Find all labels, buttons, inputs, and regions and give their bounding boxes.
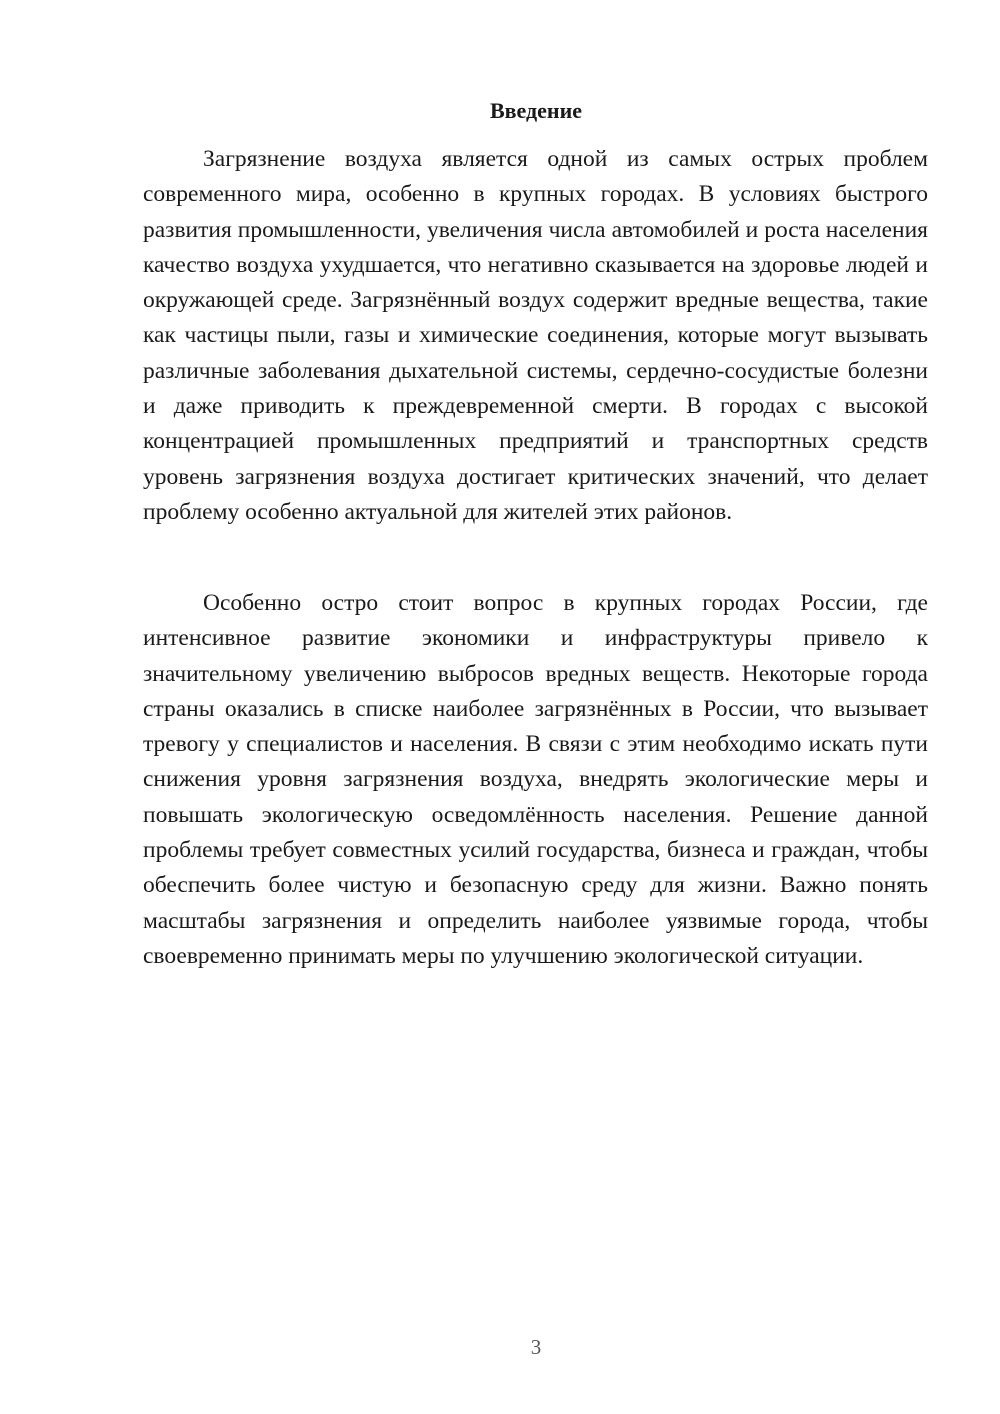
paragraph-introduction-2: Особенно остро стоит вопрос в крупных городах России, где интенсивное развитие экономики и инфраструктуры привело к значительному увеличению выбросов вредных веществ. Некоторые города страны оказались в списке наиболее загрязнённых в России, что вызывает тревогу у специалистов и населения. В связи с этим необходимо искать пути снижения уровня загрязнения воздуха, внедрять экологические меры и повышать экологическую осведомлённость населения. Решение данной проблемы требует совместных усилий государства, бизнеса и граждан, чтобы обеспечить более чистую и безопасную среду для жизни. Важно понять масштабы загрязнения и определить наиболее уязвимые города, чтобы своевременно принимать меры по улучшению экологической ситуации. [143, 590, 928, 969]
page-number: 3 [530, 1335, 542, 1359]
section-heading: Введение [489, 98, 583, 123]
paragraph-introduction-1: Загрязнение воздуха является одной из самых острых проблем современного мира, особенно в крупных городах. В условиях быстрого развития промышленности, увеличения числа автомобилей и роста населения качество воздуха ухудшается, что негативно сказывается на здоровье людей и окружающей среде. Загрязнённый воздух содержит вредные вещества, такие как частицы пыли, газы и химические соединения, которые могут вызывать различные заболевания дыхательной системы, сердечно-сосудистые болезни и даже приводить к преждевременной смерти. В городах с высокой концентрацией промышленных предприятий и транспортных средств уровень загрязнения воздуха достигает критических значений, что делает проблему особенно актуальной для жителей этих районов. [143, 146, 928, 525]
